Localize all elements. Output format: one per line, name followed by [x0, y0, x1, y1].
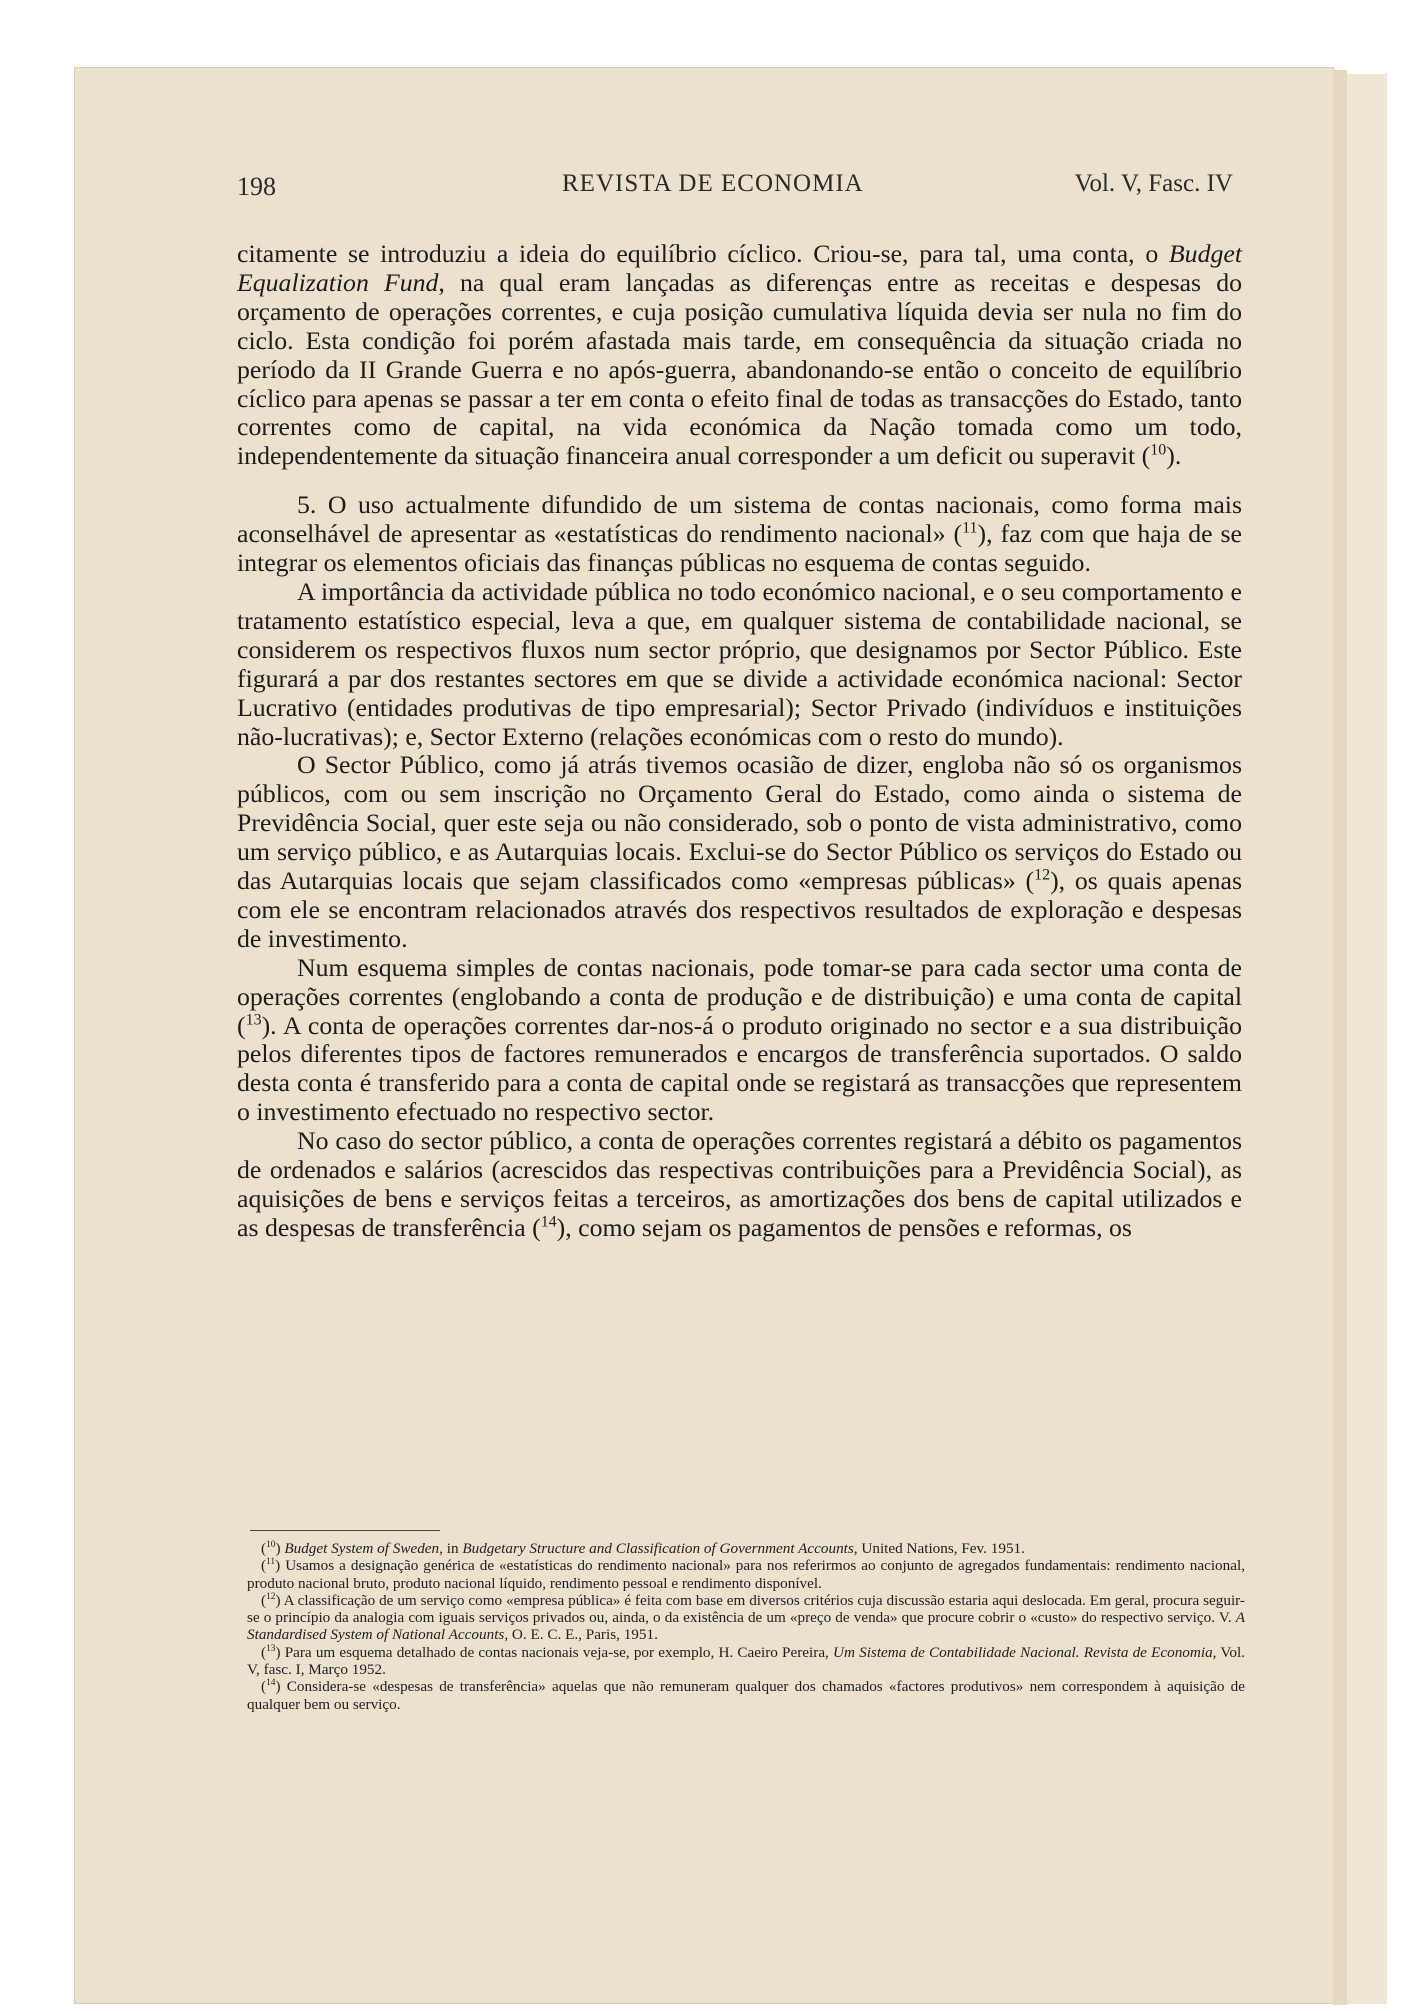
paragraph: A importância da actividade pública no todo económico nacional, e o seu comportamento e tratamento estatístico especial, leva a que, em qualquer sistema de contabilidade nacional, se considerem os respectivos fluxos num sector próprio, que designamos por Sector Público. Este figurará a par dos restantes sectores em que se divide a actividade económica nacional: Sector Lucrativo (entidades produtivas de tipo empresarial); Sector Privado (indivíduos e instituições não-lucrativas); e, Sector Externo (relações económicas com o resto do mundo). [237, 576, 1242, 751]
running-header [237, 166, 1233, 206]
footnote-ref[interactable]: 13 [245, 1010, 262, 1028]
next-page-edge [1347, 74, 1387, 2004]
body-text [237, 240, 1242, 1243]
footnote-divider [250, 1530, 440, 1531]
footnote: ($^{14}$) Considera-se «despesas de transferência» aquelas que não remuneram qualquer dos chamados «factores produtivos» nem correspondem à aquisição de qualquer bem ou serviço. [247, 1678, 1246, 1713]
footnotes [247, 1540, 1245, 1713]
volume-info: Vol. V, Fasc. IV [1074, 170, 1233, 197]
footnote: ($^{13}$) Para um esquema detalhado de contas nacionais veja-se, por exemplo, H. Caeiro Pereira, Um Sistema de Contabilidade Nacional. Revista de Economia, Vol. V, fasc. I, Março 1952. [247, 1643, 1245, 1679]
page-number: 198 [237, 172, 276, 201]
paragraph-section-5: 5. O uso actualmente difundido de um sistema de contas nacionais, como forma mais aconselhável de apresentar as «estatísticas do rendimento nacional» ($^{11}$), faz com que haja de se integrar os elementos oficiais das finanças públicas no esquema de contas seguido. [237, 490, 1242, 578]
footnote-ref[interactable]: 11 [962, 519, 978, 537]
footnote-ref[interactable]: 14 [540, 1213, 557, 1231]
footnote: ($^{10}$) Budget System of Sweden, in Budgetary Structure and Classification of Government Accounts, United Nations, Fev. 1951. [261, 1539, 1025, 1557]
paragraph-continuation: citamente se introduziu a ideia do equilíbrio cíclico. Criou-se, para tal, uma conta, o Budget Equalization Fund, na qual eram lançadas as diferenças entre as receitas e despesas do orçamento de operações correntes, e cuja posição cumulativa líquida devia ser nula no fim do ciclo. Esta condição foi porém afastada mais tarde, em consequência da situação criada no período da II Grande Guerra e no após-guerra, abandonando-se então o conceito de equilíbrio cíclico para apenas se passar a ter em conta o efeito final de todas as transacções do Estado, tanto correntes como de capital, na vida económica da Nação tomada como um todo, independentemente da situação financeira anual corresponder a um deficit ou superavit ($^{10}$). [237, 239, 1242, 471]
footnote: ($^{11}$) Usamos a designação genérica de «estatísticas do rendimento nacional» para nos referirmos ao conjunto de agregados fundamentais: rendimento nacional, produto nacional bruto, produto nacional líquido, rendimento pessoal e rendimento disponível. [247, 1557, 1246, 1592]
paragraph: No caso do sector público, a conta de operações correntes registará a débito os pagamentos de ordenados e salários (acrescidos das respectivas contribuições para a Previdência Social), as aquisições de bens e serviços feitas a terceiros, as amortizações dos bens de capital utilizados e as despesas de transferência ($^{14}$), como sejam os pagamentos de pensões e reformas, os [237, 1126, 1242, 1242]
paragraph: O Sector Público, como já atrás tivemos ocasião de dizer, engloba não só os organismos públicos, com ou sem inscrição no Orçamento Geral do Estado, como ainda o sistema de Previdência Social, quer este seja ou não considerado, sob o ponto de vista administrativo, como um serviço público, e as Autarquias locais. Exclui-se do Sector Público os serviços do Estado ou das Autarquias locais que sejam classificados como «empresas públicas» ($^{12}$), os quais apenas com ele se encontram relacionados através dos respectivos resultados de exploração e despesas de investimento. [237, 750, 1242, 953]
footnote-ref[interactable]: 10 [1150, 441, 1167, 459]
footnote-ref[interactable]: 12 [1034, 866, 1051, 884]
journal-title: REVISTA DE ECONOMIA [562, 170, 864, 197]
page-edge [1333, 70, 1347, 2005]
footnote: ($^{12}$) A classificação de um serviço como «empresa pública» é feita com base em diversos critérios cuja discussão estaria aqui deslocada. Em geral, procura seguir-se o princípio da analogia com iguais serviços privados ou, ainda, o da existência de um «preço de venda» que procure cobrir o «custo» do respectivo serviço. V. A Standardised System of National Accounts, O. E. C. E., Paris, 1951. [247, 1591, 1245, 1644]
paragraph: Num esquema simples de contas nacionais, pode tomar-se para cada sector uma conta de operações correntes (englobando a conta de produção e de distribuição) e uma conta de capital ($^{13}$). A conta de operações correntes dar-nos-á o produto originado no sector e a sua distribuição pelos diferentes tipos de factores remunerados e encargos de transferência suportados. O saldo desta conta é transferido para a conta de capital onde se registará as transacções que representem o investimento efectuado no respectivo sector. [237, 952, 1242, 1127]
